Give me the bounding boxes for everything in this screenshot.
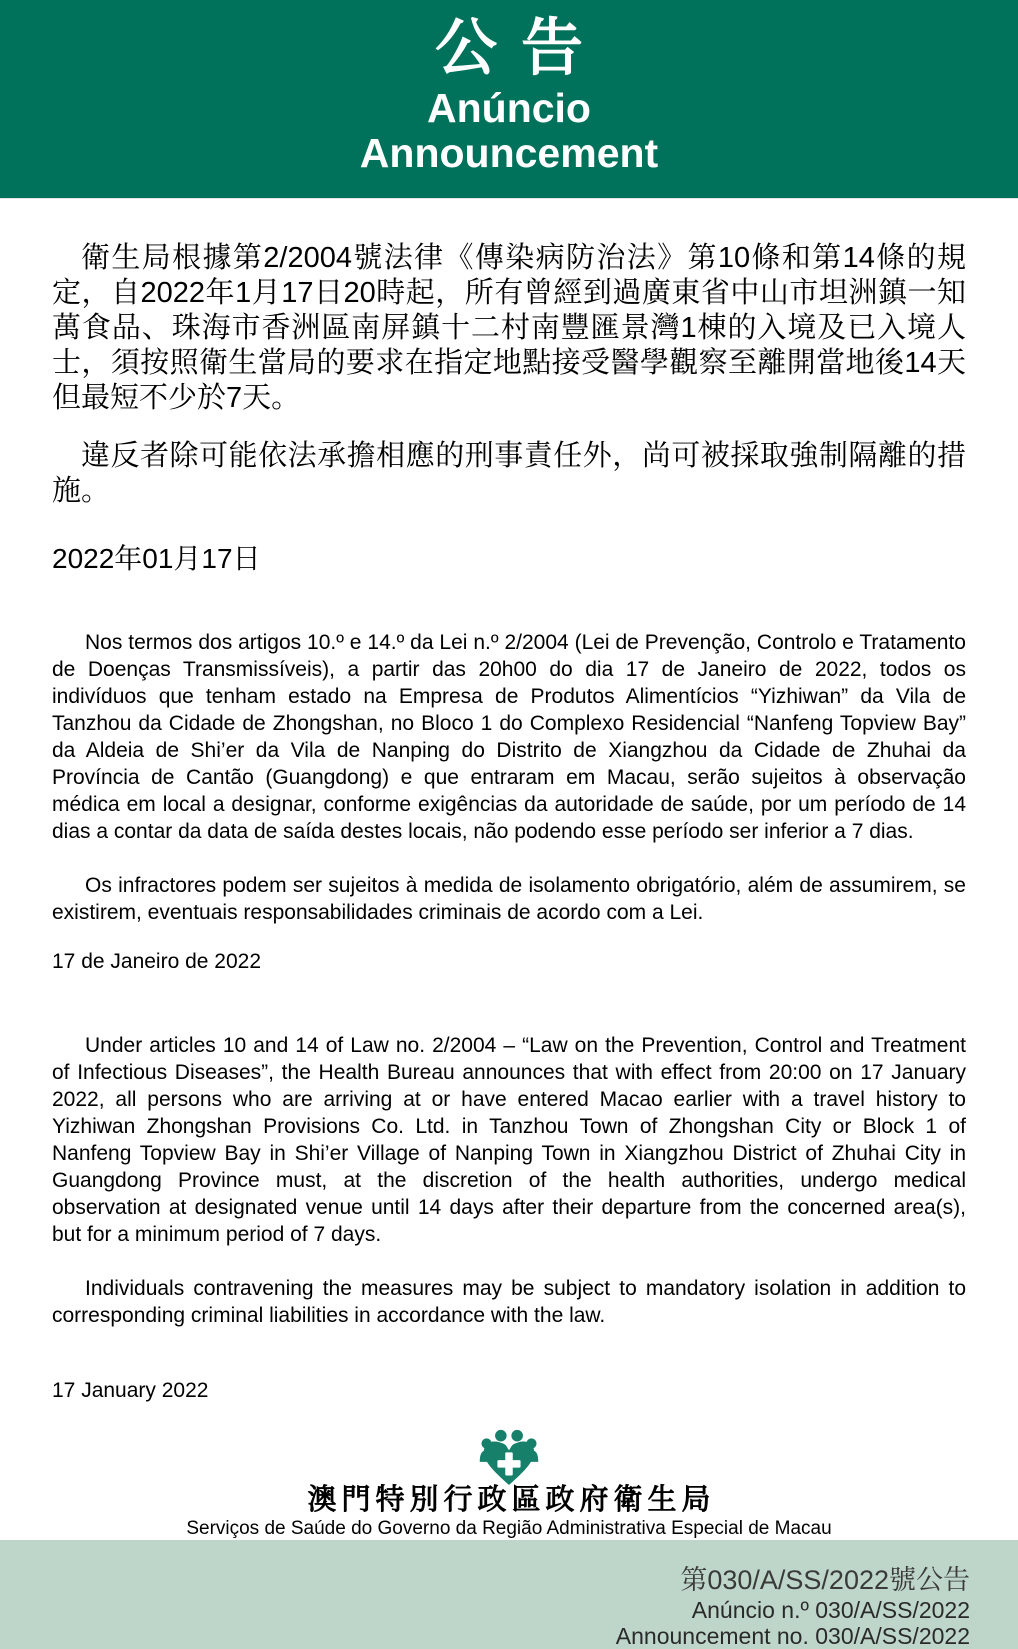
english-paragraph-2: Individuals contravening the measures may be subject to mandatory isolation in addition to corresponding criminal liabilities in accordance with the law. xyxy=(52,1277,966,1327)
english-paragraph-1: Under articles 10 and 14 of Law no. 2/2004 – “Law on the Prevention, Control and Treatment of Infectious Diseases”, the Health Bureau announces that with effect from 20:00 on 17 January 2022, all persons who are arriving at or have entered Macao earlier with a travel history to Yizhiwan Zhongshan Provisions Co. Ltd. in Tanzhou Town of Zhongshan City or Block 1 of Nanfeng Topview Bay in Shi’er Village of Nanping Town in Xiangzhou District of Zhuhai City in Guangdong Province must, at the discretion of the health authorities, undergo medical observation at designated venue until 14 days after their departure from the concerned area(s), but for a minimum period of 7 days. xyxy=(52,1034,966,1246)
reference-number-english: Announcement no. 030/A/SS/2022 xyxy=(615,1623,970,1649)
english-date: 17 January 2022 xyxy=(52,1379,209,1402)
header-title-portuguese: Anúncio xyxy=(427,85,591,131)
health-bureau-logo-icon xyxy=(475,1419,543,1487)
portuguese-paragraph-1: Nos termos dos artigos 10.º e 14.º da Lei n.º 2/2004 (Lei de Prevenção, Controlo e Tratamento de Doenças Transmissíveis), a partir das 20h00 do dia 17 de Janeiro de 2022, todos os indivíduos que tenham estado na Empresa de Produtos Alimentícios “Yizhiwan” da Vila de Tanzhou da Cidade de Zhongshan, no Bloco 1 do Complexo Residencial “Nanfeng Topview Bay” da Aldeia de Shi’er da Vila de Nanping do Distrito de Xiangzhou da Cidade de Zhuhai da Província de Cantão (Guangdong) e que entraram em Macau, serão sujeitos à observação médica em local a designar, conforme exigências da autoridade de saúde, por um período de 14 dias a contar da data de saída destes locais, não podendo esse período ser inferior a 7 dias. xyxy=(52,631,966,843)
chinese-paragraph-2: 違反者除可能依法承擔相應的刑事責任外，尚可被採取強制隔離的措施。 xyxy=(52,440,966,507)
reference-number-portuguese: Anúncio n.º 030/A/SS/2022 xyxy=(691,1597,970,1623)
header-title-chinese: 公告 xyxy=(434,14,607,83)
header-title-english: Announcement xyxy=(359,130,659,176)
chinese-date: 2022年01月17日 xyxy=(52,543,261,574)
signature-block xyxy=(52,1419,966,1540)
reference-number-chinese: 第030/A/SS/2022號公告 xyxy=(680,1565,970,1595)
org-name-chinese: 澳門特別行政區政府衛生局 xyxy=(307,1484,716,1516)
portuguese-date: 17 de Janeiro de 2022 xyxy=(52,950,262,973)
reference-footer xyxy=(0,1540,1018,1649)
org-name-portuguese: Serviços de Saúde do Governo da Região Administrativa Especial de Macau xyxy=(186,1518,832,1539)
announcement-body xyxy=(0,199,1018,1540)
announcement-header xyxy=(0,0,1018,199)
chinese-paragraph-1: 衛生局根據第2/2004號法律《傳染病防治法》第10條和第14條的規定，自2022年1月17日20時起，所有曾經到過廣東省中山市坦洲鎮一知萬食品、珠海市香洲區南屏鎮十二村南豐匯景灣1棟的入境及已入境人士，須按照衛生當局的要求在指定地點接受醫學觀察至離開當地後14天但最短不少於7天。 xyxy=(52,242,966,414)
portuguese-paragraph-2: Os infractores podem ser sujeitos à medida de isolamento obrigatório, além de assumirem, se existirem, eventuais responsabilidades criminais de acordo com a Lei. xyxy=(52,874,966,924)
